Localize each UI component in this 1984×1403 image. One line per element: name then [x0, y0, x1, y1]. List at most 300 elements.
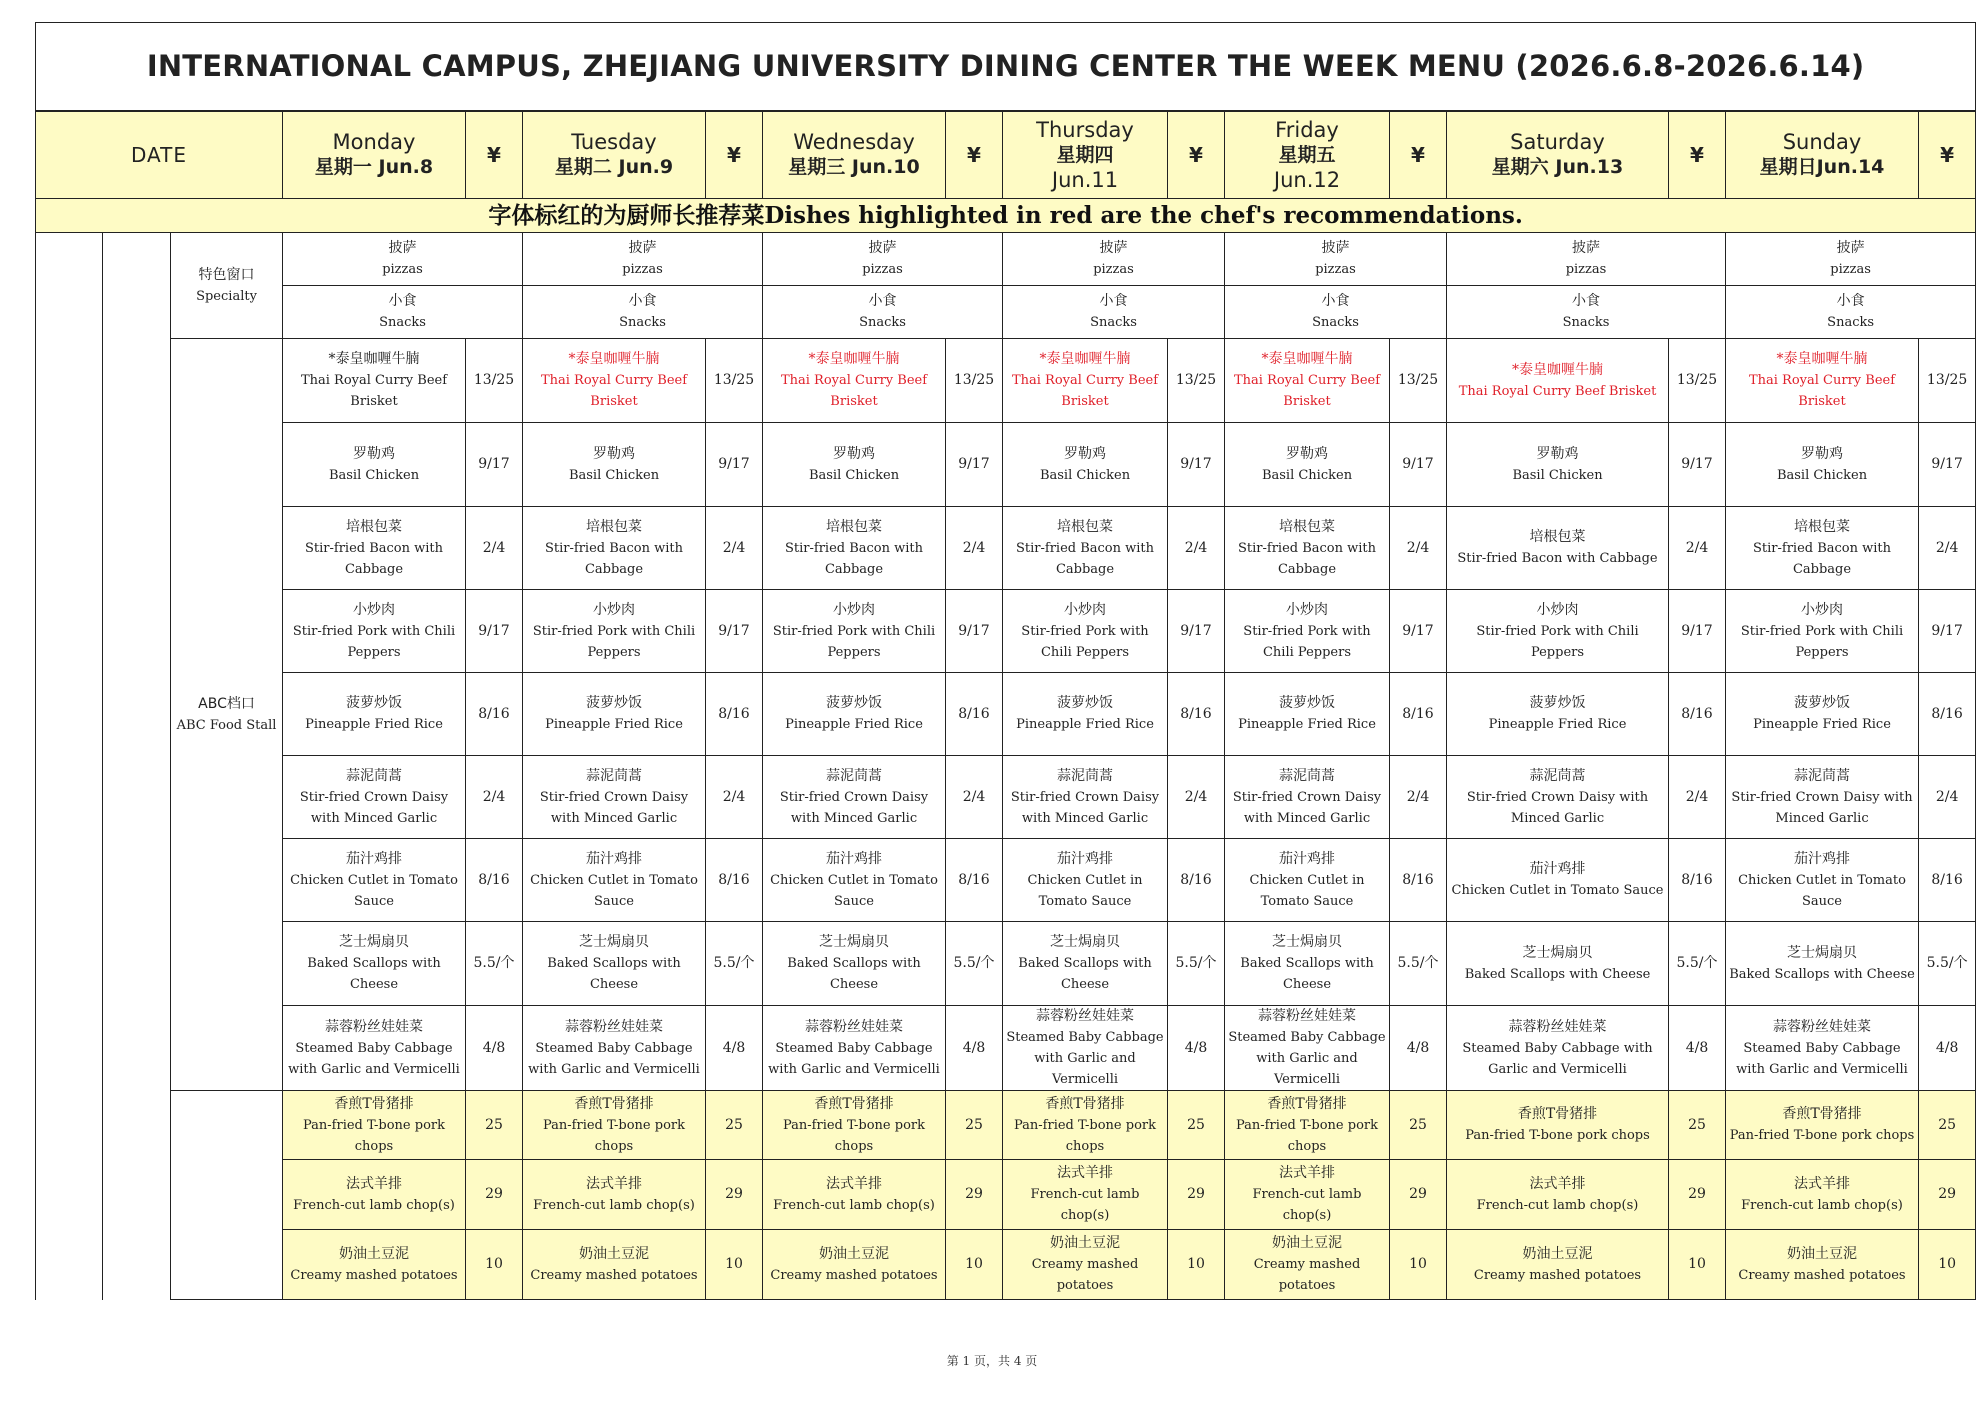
price-cell: 25 — [946, 1091, 1003, 1160]
dish-name-cn: 香煎T骨猪排 — [1517, 1106, 1598, 1122]
dish-name-cn: 蒜泥茼蒿 — [1279, 767, 1335, 784]
dish-cell — [1726, 590, 1919, 673]
chef-recommendation-notice: 字体标红的为厨师长推荐菜Dishes highlighted in red are the chef's recommendations. — [36, 199, 1976, 233]
dish-name-cn: 小食 — [1099, 293, 1128, 309]
dish-name-cn: 小食 — [1572, 293, 1600, 309]
dish-name-en: Basil Chicken — [1512, 467, 1603, 483]
dish-cell — [523, 1230, 706, 1300]
dish-name-en: Stir-fried Pork with Chili Peppers — [1476, 623, 1639, 660]
price-cell: 29 — [1919, 1160, 1976, 1230]
day-date: 星期四 — [1056, 143, 1114, 166]
dish-cell — [1003, 673, 1168, 756]
dish-name-en: Stir-fried Pork with Chili Peppers — [1243, 623, 1371, 660]
price-column-header: ¥ — [706, 111, 763, 199]
dish-cell — [1447, 922, 1669, 1006]
dish-name-cn: 罗勒鸡 — [1536, 445, 1579, 462]
day-name: Sunday — [1782, 130, 1862, 154]
dish-cell — [283, 286, 523, 339]
dish-cell — [1447, 590, 1669, 673]
dish-name-cn: *泰皇咖喱牛腩 — [1261, 351, 1353, 367]
dish-name-en: Snacks — [859, 315, 906, 330]
dish-cell — [763, 1091, 946, 1160]
price-cell: 13/25 — [466, 339, 523, 423]
day-name: Saturday — [1510, 130, 1605, 154]
price-cell: 2/4 — [706, 507, 763, 590]
dish-name-cn: 披萨 — [1572, 240, 1600, 256]
price-cell: 2/4 — [946, 756, 1003, 839]
price-cell: 8/16 — [706, 839, 763, 922]
dish-cell — [1225, 233, 1447, 286]
price-cell: 9/17 — [1669, 590, 1726, 673]
price-cell: 4/8 — [1390, 1006, 1447, 1091]
day-header-thursday — [1003, 111, 1168, 199]
dish-name-cn: 披萨 — [1321, 240, 1350, 256]
dish-cell — [763, 507, 946, 590]
day-date: 星期六 Jun.13 — [1491, 156, 1624, 178]
dish-cell — [283, 1091, 466, 1160]
price-cell: 8/16 — [1669, 839, 1726, 922]
day-header-sunday — [1726, 111, 1919, 199]
price-cell: 13/25 — [1168, 339, 1225, 423]
dish-name-cn: 蒜泥茼蒿 — [1057, 767, 1113, 784]
day-header-friday — [1225, 111, 1390, 199]
dish-name-en: Stir-fried Bacon with Cabbage — [1015, 540, 1155, 577]
price-column-header: ¥ — [466, 111, 523, 199]
dish-name-cn: 蒜蓉粉丝娃娃菜 — [805, 1018, 903, 1035]
price-column-header: ¥ — [1669, 111, 1726, 199]
price-cell: 9/17 — [1390, 590, 1447, 673]
dish-cell — [1003, 1230, 1168, 1300]
table-row — [36, 673, 1976, 756]
dish-name-cn: 芝士焗扇贝 — [819, 934, 889, 950]
price-cell: 8/16 — [946, 839, 1003, 922]
day-date: 星期三 Jun.10 — [788, 156, 920, 178]
dish-name-cn: 菠萝炒饭 — [1794, 695, 1850, 711]
dish-name-cn: 法式羊排 — [1794, 1175, 1850, 1192]
dish-name-en: Creamy mashed potatoes — [290, 1267, 458, 1283]
price-cell: 10 — [466, 1230, 523, 1300]
price-cell: 9/17 — [706, 423, 763, 507]
dish-cell — [523, 839, 706, 922]
dish-name-cn: 芝士焗扇贝 — [1522, 944, 1593, 961]
dish-cell — [763, 839, 946, 922]
dish-name-en: Creamy mashed potatoes — [1031, 1257, 1139, 1293]
dish-name-cn: 罗勒鸡 — [1801, 445, 1843, 462]
dish-name-en: pizzas — [1830, 262, 1871, 277]
dish-name-cn: 培根包菜 — [1794, 518, 1850, 535]
dish-cell — [1447, 1230, 1669, 1300]
price-cell: 8/16 — [706, 673, 763, 756]
table-row — [36, 1230, 1976, 1300]
date-header: DATE — [36, 111, 283, 199]
dish-cell — [1447, 673, 1669, 756]
dish-cell — [283, 673, 466, 756]
dish-cell — [283, 922, 466, 1006]
dish-name-cn: 芝士焗扇贝 — [579, 934, 649, 950]
dish-cell — [1225, 1230, 1390, 1300]
dish-name-cn: 奶油土豆泥 — [1522, 1245, 1593, 1262]
dish-name-en: Thai Royal Curry Beef Brisket — [1458, 383, 1657, 399]
price-cell: 4/8 — [706, 1006, 763, 1091]
price-cell: 29 — [706, 1160, 763, 1230]
day-header-tuesday — [523, 111, 706, 199]
dish-name-cn: 小炒肉 — [1536, 601, 1579, 618]
dish-cell — [1726, 922, 1919, 1006]
dish-name-cn: 菠萝炒饭 — [586, 695, 642, 711]
price-cell: 5.5/个 — [706, 922, 763, 1006]
dish-cell — [523, 1160, 706, 1230]
dish-cell — [1447, 423, 1669, 507]
price-cell: 25 — [1669, 1091, 1726, 1160]
dish-name-en: French-cut lamb chop(s) — [773, 1197, 935, 1213]
dish-name-cn: 芝士焗扇贝 — [1272, 934, 1342, 950]
price-cell: 2/4 — [1390, 507, 1447, 590]
price-cell: 10 — [1919, 1230, 1976, 1300]
dish-name-en: Basil Chicken — [808, 467, 900, 483]
dish-cell — [1003, 1160, 1168, 1230]
dish-name-en: French-cut lamb chop(s) — [1741, 1197, 1903, 1213]
price-cell: 2/4 — [946, 507, 1003, 590]
dish-name-cn: 罗勒鸡 — [1286, 445, 1328, 462]
dish-cell — [283, 233, 523, 286]
dish-cell — [1726, 233, 1976, 286]
dish-cell — [1003, 756, 1168, 839]
page-footer: 第 1 页，共 4 页 — [946, 1354, 1038, 1368]
dish-cell — [1447, 339, 1669, 423]
dish-cell — [1447, 1160, 1669, 1230]
dish-cell — [1003, 233, 1225, 286]
dish-name-en: Snacks — [1562, 315, 1610, 330]
dish-name-en: Baked Scallops with Cheese — [787, 956, 921, 992]
dish-cell — [1447, 839, 1669, 922]
dish-name-cn: 茄汁鸡排 — [1057, 850, 1113, 867]
price-cell: 2/4 — [1390, 756, 1447, 839]
dish-cell — [1003, 423, 1168, 507]
dish-name-en: Snacks — [619, 315, 666, 330]
dish-cell — [1225, 590, 1390, 673]
dish-name-cn: 罗勒鸡 — [593, 445, 635, 462]
dish-name-en: Stir-fried Pork with Chili Peppers — [532, 623, 696, 660]
dish-cell — [763, 1006, 946, 1091]
price-cell: 9/17 — [1919, 590, 1976, 673]
dish-name-cn: 法式羊排 — [586, 1175, 642, 1192]
table-row — [36, 839, 1976, 922]
dish-name-cn: 蒜泥茼蒿 — [586, 767, 642, 784]
dish-cell — [1225, 673, 1390, 756]
dish-name-cn: 香煎T骨猪排 — [814, 1095, 894, 1112]
dish-name-en: Pan-fried T-bone pork chops — [1014, 1117, 1156, 1154]
dish-cell — [763, 339, 946, 423]
dish-cell — [1726, 507, 1919, 590]
dish-name-cn: 披萨 — [1099, 240, 1128, 256]
dish-name-cn: 菠萝炒饭 — [1529, 695, 1586, 711]
dish-name-cn: 菠萝炒饭 — [346, 695, 402, 711]
dish-cell — [1726, 1230, 1919, 1300]
dish-cell — [283, 590, 466, 673]
dish-name-cn: 茄汁鸡排 — [1279, 850, 1335, 867]
dish-name-en: Pineapple Fried Rice — [545, 717, 683, 732]
dish-name-en: Chicken Cutlet in Tomato Sauce — [1738, 872, 1906, 909]
dish-name-cn: 小炒肉 — [1801, 601, 1843, 618]
price-cell: 8/16 — [1919, 839, 1976, 922]
dish-name-cn: 小炒肉 — [833, 601, 875, 618]
dish-name-en: Stir-fried Bacon with Cabbage — [1752, 540, 1892, 577]
dish-name-en: Stir-fried Crown Daisy with Minced Garlic — [1466, 789, 1649, 826]
dish-name-cn: 披萨 — [388, 240, 417, 256]
dish-name-cn: 香煎T骨猪排 — [1045, 1095, 1125, 1112]
dish-name-cn: 小炒肉 — [1286, 601, 1328, 618]
dish-name-en: Steamed Baby Cabbage with Garlic and Vermicelli — [1228, 1030, 1386, 1087]
dish-name-en: Stir-fried Bacon with Cabbage — [1237, 540, 1377, 577]
dish-name-en: pizzas — [1565, 262, 1607, 277]
dish-name-cn: 法式羊排 — [1529, 1175, 1586, 1192]
dish-name-en: Stir-fried Crown Daisy with Minced Garlic — [539, 789, 689, 826]
dish-name-cn: 小食 — [868, 293, 897, 309]
dish-name-cn: 法式羊排 — [826, 1175, 882, 1192]
dish-cell — [1726, 339, 1919, 423]
price-column-header: ¥ — [946, 111, 1003, 199]
dish-cell — [1003, 1006, 1168, 1091]
dish-name-en: Creamy mashed potatoes — [1738, 1267, 1906, 1283]
price-cell: 25 — [1168, 1091, 1225, 1160]
dish-name-cn: 芝士焗扇贝 — [1050, 934, 1120, 950]
dish-cell — [763, 233, 1003, 286]
dish-cell — [1726, 756, 1919, 839]
dish-cell — [283, 507, 466, 590]
dish-cell — [283, 839, 466, 922]
dish-name-cn: 茄汁鸡排 — [1794, 850, 1850, 867]
dish-name-cn: 芝士焗扇贝 — [1787, 944, 1857, 961]
dish-name-en: Snacks — [379, 315, 426, 330]
dish-name-en: Creamy mashed potatoes — [1473, 1267, 1642, 1283]
dish-name-en: Snacks — [1312, 315, 1359, 330]
dish-cell — [283, 339, 466, 423]
dish-name-en: Baked Scallops with Cheese — [547, 956, 681, 992]
dish-name-cn: 小食 — [1321, 293, 1350, 309]
dish-name-en: Chicken Cutlet in Tomato Sauce — [1451, 883, 1664, 898]
price-cell: 8/16 — [466, 673, 523, 756]
price-cell: 2/4 — [1669, 756, 1726, 839]
dish-name-en: Stir-fried Pork with Chili Peppers — [1021, 623, 1149, 660]
dish-name-cn: 小炒肉 — [593, 601, 635, 618]
dish-name-en: Steamed Baby Cabbage with Garlic and Vermicelli — [768, 1040, 940, 1077]
dish-name-en: Pineapple Fried Rice — [305, 717, 443, 732]
price-cell: 9/17 — [946, 423, 1003, 507]
dish-name-cn: 罗勒鸡 — [353, 445, 395, 462]
dish-cell — [1003, 590, 1168, 673]
price-cell: 8/16 — [1168, 839, 1225, 922]
dish-cell — [1447, 286, 1726, 339]
price-cell: 4/8 — [1669, 1006, 1726, 1091]
dish-cell — [1003, 507, 1168, 590]
dish-name-cn: 菠萝炒饭 — [1057, 695, 1113, 711]
table-row — [36, 590, 1976, 673]
table-row — [36, 423, 1976, 507]
outer-column — [36, 233, 103, 1300]
price-cell: 4/8 — [466, 1006, 523, 1091]
dish-cell — [523, 339, 706, 423]
dish-name-en: Chicken Cutlet in Tomato Sauce — [530, 872, 698, 909]
dish-name-en: pizzas — [862, 262, 903, 277]
dish-name-cn: 罗勒鸡 — [1064, 445, 1106, 462]
price-cell: 8/16 — [1390, 673, 1447, 756]
dish-name-en: Thai Royal Curry Beef Brisket — [1748, 373, 1896, 409]
dish-cell — [1225, 839, 1390, 922]
price-column-header: ¥ — [1168, 111, 1225, 199]
dish-name-en: Steamed Baby Cabbage with Garlic and Vermicelli — [528, 1040, 700, 1077]
day-header-saturday — [1447, 111, 1669, 199]
price-cell: 5.5/个 — [1390, 922, 1447, 1006]
day-name: Wednesday — [793, 130, 915, 154]
dish-cell — [283, 423, 466, 507]
dish-name-cn: 奶油土豆泥 — [579, 1245, 649, 1262]
dish-name-cn: *泰皇咖喱牛腩 — [1512, 361, 1603, 378]
dish-cell — [1225, 423, 1390, 507]
dish-cell — [523, 233, 763, 286]
dish-name-cn: 茄汁鸡排 — [586, 850, 642, 867]
dish-cell — [1726, 1160, 1919, 1230]
price-cell: 29 — [1390, 1160, 1447, 1230]
dish-cell — [283, 1160, 466, 1230]
dish-cell — [523, 507, 706, 590]
dish-name-cn: 培根包菜 — [346, 518, 402, 535]
day-name: Tuesday — [571, 130, 657, 154]
dish-cell — [523, 756, 706, 839]
price-cell: 25 — [466, 1091, 523, 1160]
dish-name-cn: 培根包菜 — [826, 518, 882, 535]
dish-name-cn: 蒜蓉粉丝娃娃菜 — [1036, 1008, 1134, 1024]
dish-name-en: pizzas — [382, 262, 423, 277]
dish-name-cn: 蒜泥茼蒿 — [826, 767, 882, 784]
dish-name-en: pizzas — [622, 262, 663, 277]
day-date: 星期日Jun.14 — [1759, 156, 1885, 178]
dish-name-en: Chicken Cutlet in Tomato Sauce — [770, 872, 938, 909]
price-cell: 9/17 — [466, 423, 523, 507]
dish-name-cn: *泰皇咖喱牛腩 — [1776, 351, 1868, 367]
dish-name-cn: 蒜蓉粉丝娃娃菜 — [1773, 1018, 1871, 1035]
dish-name-en: Chicken Cutlet in Tomato Sauce — [1249, 872, 1365, 909]
dish-cell — [1003, 922, 1168, 1006]
price-column-header: ¥ — [1919, 111, 1976, 199]
price-cell: 4/8 — [1168, 1006, 1225, 1091]
dish-name-en: Baked Scallops with Cheese — [1240, 956, 1374, 992]
dish-name-cn: 培根包菜 — [1057, 518, 1113, 535]
dish-name-en: Basil Chicken — [568, 467, 660, 483]
dish-name-en: Thai Royal Curry Beef Brisket — [1233, 373, 1381, 409]
page-title: INTERNATIONAL CAMPUS, ZHEJIANG UNIVERSITY DINING CENTER THE WEEK MENU (2026.6.8-2026.6.14) — [36, 23, 1976, 112]
day-header-monday — [283, 111, 466, 199]
dish-cell — [1003, 1091, 1168, 1160]
price-cell: 9/17 — [1669, 423, 1726, 507]
dish-name-cn: *泰皇咖喱牛腩 — [568, 351, 660, 367]
dish-cell — [523, 423, 706, 507]
price-cell: 5.5/个 — [1919, 922, 1976, 1006]
zone-grill — [171, 1091, 283, 1300]
dish-name-en: Basil Chicken — [1039, 467, 1131, 483]
price-cell: 5.5/个 — [1669, 922, 1726, 1006]
dish-name-en: Steamed Baby Cabbage with Garlic and Vermicelli — [1006, 1030, 1164, 1087]
dish-name-en: Creamy mashed potatoes — [1253, 1257, 1361, 1293]
zone-name-cn: 特色窗口 — [198, 266, 255, 283]
dish-cell — [283, 1230, 466, 1300]
price-cell: 25 — [1919, 1091, 1976, 1160]
price-cell: 10 — [946, 1230, 1003, 1300]
dish-name-en: Steamed Baby Cabbage with Garlic and Vermicelli — [288, 1040, 460, 1077]
dish-name-en: Basil Chicken — [1776, 467, 1868, 483]
dish-name-en: Baked Scallops with Cheese — [1018, 956, 1152, 992]
dish-name-en: Steamed Baby Cabbage with Garlic and Vermicelli — [1736, 1040, 1908, 1077]
dish-name-en: Pan-fried T-bone pork chops — [1465, 1128, 1650, 1143]
dish-name-en: Pan-fried T-bone pork chops — [783, 1117, 925, 1154]
dish-cell — [283, 756, 466, 839]
dish-name-cn: 披萨 — [628, 240, 657, 256]
dish-name-en: Snacks — [1827, 315, 1875, 330]
dish-cell — [1225, 507, 1390, 590]
dish-name-cn: 蒜泥茼蒿 — [1529, 767, 1586, 784]
dish-name-en: Chicken Cutlet in Tomato Sauce — [1027, 872, 1143, 909]
dish-name-en: Stir-fried Crown Daisy with Minced Garlic — [1731, 789, 1913, 826]
dish-name-en: Pan-fried T-bone pork chops — [1729, 1128, 1915, 1143]
price-cell: 9/17 — [946, 590, 1003, 673]
dish-name-en: French-cut lamb chop(s) — [1030, 1187, 1140, 1223]
dish-cell — [1726, 1091, 1919, 1160]
price-cell: 9/17 — [1168, 590, 1225, 673]
dish-name-en: Baked Scallops with Cheese — [307, 956, 441, 992]
price-cell: 8/16 — [1168, 673, 1225, 756]
price-cell: 2/4 — [466, 756, 523, 839]
dish-name-cn: 披萨 — [1836, 240, 1865, 256]
dish-name-cn: *泰皇咖喱牛腩 — [808, 351, 900, 367]
dish-cell — [1726, 1006, 1919, 1091]
price-cell: 10 — [706, 1230, 763, 1300]
table-row — [36, 1160, 1976, 1230]
price-cell: 8/16 — [1390, 839, 1447, 922]
dish-cell — [763, 286, 1003, 339]
dish-name-cn: 香煎T骨猪排 — [334, 1095, 414, 1112]
dish-cell — [1726, 839, 1919, 922]
dish-name-cn: 蒜蓉粉丝娃娃菜 — [1508, 1018, 1607, 1035]
dish-name-en: French-cut lamb chop(s) — [293, 1197, 455, 1213]
table-row — [36, 339, 1976, 423]
dish-cell — [523, 1091, 706, 1160]
day-date: 星期二 Jun.9 — [554, 156, 674, 178]
dish-cell — [1225, 922, 1390, 1006]
dish-name-cn: *泰皇咖喱牛腩 — [1039, 351, 1131, 367]
dish-cell — [523, 590, 706, 673]
price-cell: 29 — [466, 1160, 523, 1230]
dish-name-en: Creamy mashed potatoes — [770, 1267, 938, 1283]
dish-name-en: Pan-fried T-bone pork chops — [303, 1117, 445, 1154]
dish-name-cn: 奶油土豆泥 — [819, 1245, 889, 1262]
dish-name-cn: 蒜蓉粉丝娃娃菜 — [565, 1018, 663, 1035]
dish-name-en: Pan-fried T-bone pork chops — [543, 1117, 685, 1154]
dish-name-en: Stir-fried Crown Daisy with Minced Garlic — [779, 789, 929, 826]
price-cell: 13/25 — [946, 339, 1003, 423]
dish-name-cn: *泰皇咖喱牛腩 — [328, 351, 420, 367]
dish-name-en: Thai Royal Curry Beef Brisket — [300, 373, 448, 409]
table-row — [36, 507, 1976, 590]
dish-name-en: French-cut lamb chop(s) — [1252, 1187, 1362, 1223]
dish-name-en: Stir-fried Crown Daisy with Minced Garlic — [1232, 789, 1382, 826]
dish-name-en: Thai Royal Curry Beef Brisket — [780, 373, 928, 409]
table-row — [36, 1091, 1976, 1160]
price-cell: 5.5/个 — [946, 922, 1003, 1006]
price-cell: 29 — [1669, 1160, 1726, 1230]
price-cell: 25 — [706, 1091, 763, 1160]
dish-name-cn: 香煎T骨猪排 — [1782, 1106, 1862, 1122]
price-cell: 9/17 — [466, 590, 523, 673]
dish-cell — [763, 590, 946, 673]
